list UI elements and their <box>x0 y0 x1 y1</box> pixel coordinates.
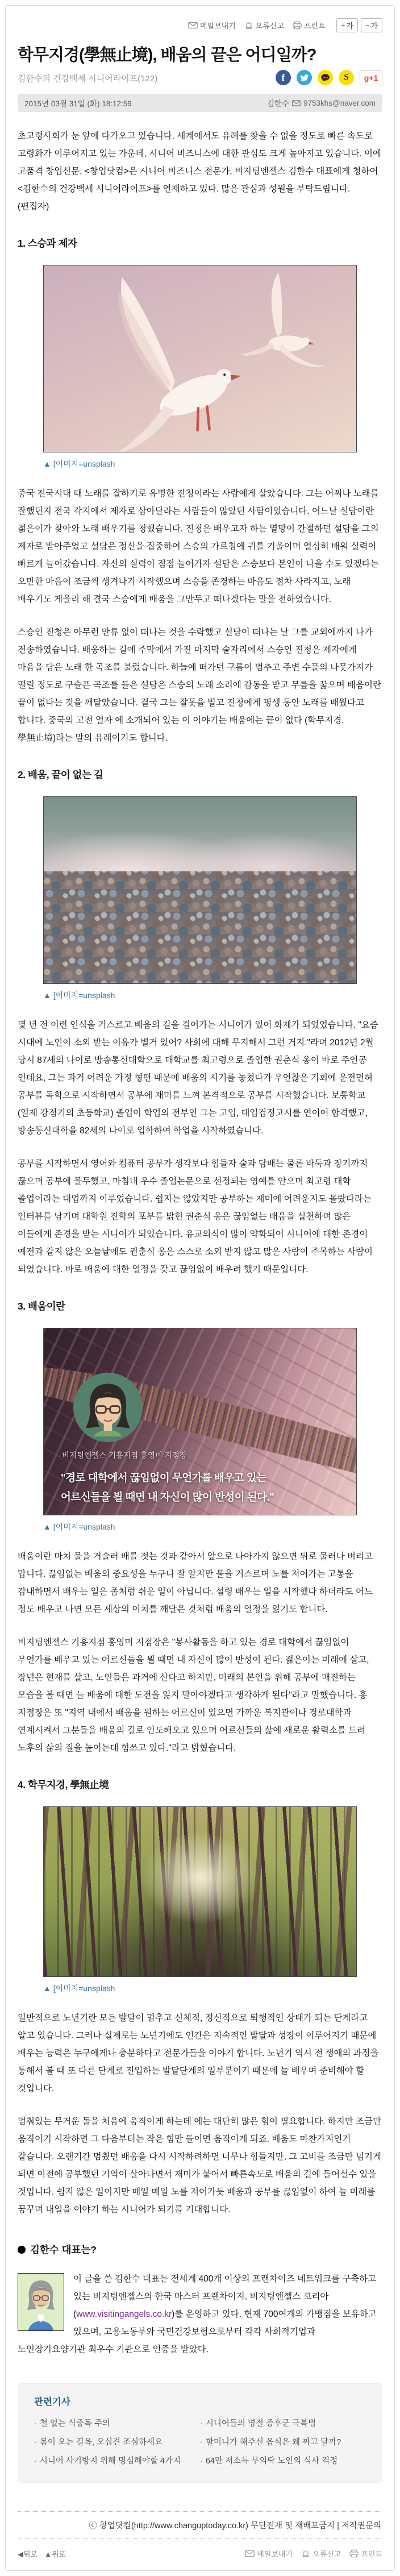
section4-paragraph-1: 일반적으로 노년기란 모든 발달이 멈추고 신체적, 정신적으로 퇴행적인 상태가 되는 단계라고 알고 있습니다. 그러나 실제로는 노년기에도 인간은 지속적인 발달과 성장이 이루어지기 때문에 배우는 능력은 누구에게나 충분하다고 전문가들을 이야기 합니다. 노년기 역시 전 생애의 과정을 통해서 볼 때 또 다른 단계로 진입하는 발달단계의 일부분이기 때문에 늘 배우며 준비해야 할 것입니다. <box>18 2013 379 2094</box>
author-info <box>267 97 376 109</box>
plus-icon: + <box>340 21 345 30</box>
mail-icon <box>188 22 198 29</box>
quote-attribution: 비지팅엔젤스 기흥지점 홍영미 지점장 <box>62 1451 187 1460</box>
intro-paragraph: 초고령사회가 눈 앞에 다가오고 있습니다. 세계에서도 유례를 찾을 수 없을 정도로 빠른 속도로 고령화가 이루어지고 있는 가운데, 시니어 비즈니스에 대한 관심도 크게 높아지고 있습니다. 이에 고품격 창업신문, <창업닷컴>은 시니어 비즈니스 전문가, 비지팅엔젤스 김한수 대표에게 청하여 <김한수의 건강백세 시니어라이프>를 연재하고 있다. 많은 관심과 성원을 부탁드립니다. (편집자) <box>18 131 381 212</box>
image-caption: ▲ [이미지=unsplash <box>43 1522 115 1532</box>
profile-text-after-link: )를 운영하고 있다. 현재 700여개의 가맹점을 보유하고 있으며, 고용노동부와 국민건강보험으로부터 각각 사회적기업과 노인장기요양기관 최우수 기관으로 인증을 받았다. <box>18 2309 377 2355</box>
report-error-button-bottom[interactable] <box>301 2548 341 2559</box>
quote-text <box>61 1468 274 1507</box>
bottom-navigation <box>18 2548 382 2561</box>
series-subtitle: 김한수의 건강백세 시니어라이프(122) <box>18 74 158 84</box>
section1-paragraph-1: 중국 전국시대 때 노래를 잘하기로 유명한 진청이라는 사람에게 살았습니다. 그는 어찌나 노래를 잘했던지 전국 각지에서 제자로 삼아달라는 사람들이 많았던 사람이었습니다. 어느날 설담이란 젊은이가 찾아와 노래 배우기를 청했습니다. 진청은 배우고자 하는 열망이 간절하던 설담을 그의 제자로 받아주었고 설담은 정신을 집중하여 스승의 가르침에 귀를 기울이며 열심히 배워 실력이 빠르게 늘어갔습니다. 자신의 실력이 점점 늘어가자 설담은 스승보다 본인이 나을 수도 있겠다는 오만한 마음이 조금씩 생겨나기 시작했으며 스승을 존경하는 마음도 점차 사라지고, 노래 배우기도 게을리 해 결국 스승에게 배움을 그만두고 떠나겠다는 말을 전하였습니다. <box>18 489 379 605</box>
list-bullet: · <box>34 2457 37 2466</box>
image-caption: ▲ [이미지=unsplash <box>43 459 115 469</box>
printer-icon <box>293 21 302 30</box>
section-heading-4: 4. 학무지경, 學無止境 <box>18 1779 109 1791</box>
related-article-label: 철 없는 식중독 주의 <box>39 2419 110 2429</box>
related-articles-column-1 <box>34 2415 200 2471</box>
siren-icon <box>244 21 253 30</box>
font-size-controls <box>336 18 382 32</box>
related-article-link[interactable] <box>200 2433 366 2452</box>
related-article-link[interactable] <box>34 2415 200 2433</box>
article-body <box>18 127 382 2483</box>
figure-library-quote <box>18 1328 382 1532</box>
section2-paragraph-1: 몇 년 전 이런 인식을 거스르고 배움의 길을 걸어가는 시니어가 있어 화제가 되었었습니다. "요즘 시대에 노인이 소외 받는 이유가 별거 있어? 사회에 대해 무지해서 그런 거지."라며 2012년 2월 당시 87세의 나이로 방송통신대학으로 대학교를 최고령으로 졸업한 권춘식 옹이 바로 주인공 인데요, 그는 과거 어려운 가정 형편 때문에 배움의 시기를 놓쳤다가 우연찮은 기회에 운전면허 공부를 독학으로 시작하면서 공부에 재미를 느껴 본격적으로 공부를 시작했습니다. 보통학교(일제 강점기의 초등학교) 졸업이 학업의 전부인 그는 고입, 대입검정고시를 연이어 합격했고, 방송통신대학을 82세의 나이로 입학하여 학업을 시작하였습니다. <box>18 1020 378 1136</box>
print-button-bottom[interactable] <box>349 2548 382 2559</box>
author-profile-heading <box>18 2242 382 2257</box>
kakaotalk-share-button[interactable] <box>318 70 333 85</box>
report-error-label: 오류신고 <box>312 2550 341 2559</box>
section-heading-1: 1. 스승과 제자 <box>18 238 77 250</box>
list-bullet: · <box>34 2419 37 2429</box>
list-bullet: · <box>34 2438 37 2448</box>
subtitle-row <box>18 70 382 85</box>
back-button[interactable]: ◀뒤로 <box>18 2550 38 2559</box>
pebbles-texture <box>44 866 356 984</box>
pebble-beach-photo <box>43 796 357 984</box>
kakaotalk-icon <box>320 72 331 83</box>
bottom-nav-left <box>18 2548 66 2559</box>
list-bullet: · <box>200 2419 203 2429</box>
related-article-label: 할머니가 해주신 음식은 왜 짜고 달까? <box>205 2438 341 2448</box>
related-article-label: 64만 저소득 무의탁 노인의 식사 걱정 <box>205 2457 338 2466</box>
send-mail-label: 메일보내기 <box>199 22 236 30</box>
publish-date: 2015년 03월 31일 (화) 18:12:59 <box>24 99 132 109</box>
twitter-share-button[interactable] <box>297 70 312 85</box>
visitingangels-link[interactable]: www.visitingangels.co.kr <box>76 2309 172 2320</box>
woman-portrait-illustration <box>73 1373 143 1442</box>
quote-line-2: 어르신들을 뵐 때면 내 자신이 많이 반성이 된다." <box>61 1491 274 1503</box>
font-increase-button[interactable] <box>336 18 358 32</box>
author-email[interactable]: 9753khs@naver.com <box>303 98 376 107</box>
author-photo <box>18 2273 64 2331</box>
author-profile-title: 김한수 대표는? <box>30 2244 97 2256</box>
email-icon <box>292 100 301 106</box>
author-name: 김한수 <box>266 99 289 109</box>
seagulls-illustration <box>44 265 357 452</box>
section2-paragraph-2: 공부를 시작하면서 영어와 컴퓨터 공부가 생각보다 힘들자 술과 담배는 물론 바둑과 장기까지 끊으며 공부에 몰두했고, 마침내 우수 졸업논문으로 선정되는 영예를 안으며 최고령 대학 졸업이라는 대업까지 이루었습니다. 쉽지는 않았지만 공부하는 재미에 어려운지도 몰랐다라는 인터뷰를 남기며 대학원 진학의 포부를 밝힌 권춘식 옹은 끊임없는 배움을 실천하며 많은 이들에게 존경을 받는 시니어가 되었습니다. 유교의식이 많이 약화되어 시니어에 대한 존경이 예전과 같지 않은 오늘날에도 권춘식 옹은 스스로 소외 받지 않고 많은 사람이 주목하는 사람이 되었습니다. 바로 배움에 대한 열정을 갖고 끊임없이 배우려 했기 때문입니다. <box>18 1159 373 1275</box>
related-article-link[interactable] <box>200 2452 366 2471</box>
send-mail-label: 메일보내기 <box>257 2550 293 2559</box>
man-portrait-illustration <box>18 2274 64 2330</box>
twitter-bird-icon <box>300 73 309 82</box>
quote-line-1: "경로 대학에서 끊임없이 무언가를 배우고 있는 <box>61 1472 266 1484</box>
print-label: 프린트 <box>304 22 326 30</box>
related-articles-columns <box>34 2415 366 2471</box>
figure-seagulls <box>18 265 382 470</box>
branch-manager-portrait <box>73 1373 143 1442</box>
sea-foam-texture <box>44 797 356 871</box>
related-article-label: 시니어 사기방지 위해 명심해야할 4가지 <box>39 2457 181 2466</box>
section-heading-3: 3. 배움이란 <box>18 1301 65 1312</box>
article-title: 학무지경(學無止境), 배움의 끝은 어디일까? <box>18 46 316 64</box>
figure-pebbles <box>18 796 382 1001</box>
section3-paragraph-1: 배움이란 마치 물을 거슬러 배를 젓는 것과 같아서 앞으로 나아가지 않으면 뒤로 물러나 버리고 맙니다. 끊임없는 배움의 중요성을 누구나 잘 알지만 물을 거스르며 노를 저어가는 고통을 감내하면서 배우는 일은 좀처럼 쉬운 일이 아닙니다. 설령 배우는 일을 시작했다 하더라도 어느 정도 배우고 나면 모든 세상의 이치를 깨달은 것처럼 배움의 열정을 잃기도 합니다. <box>18 1552 373 1615</box>
facebook-share-button[interactable] <box>276 70 291 85</box>
minus-icon: − <box>365 21 370 30</box>
related-article-label: 봄이 오는 길목, 오십견 조심하세요 <box>39 2438 163 2448</box>
seagulls-photo <box>43 265 357 452</box>
related-article-link[interactable] <box>34 2433 200 2452</box>
list-bullet: · <box>200 2438 203 2448</box>
related-article-link[interactable] <box>200 2415 366 2433</box>
library-quote-photo <box>43 1328 357 1515</box>
svg-text:TALK: TALK <box>322 76 328 79</box>
font-increase-label: 가 <box>346 22 353 30</box>
page-frame <box>5 5 395 2571</box>
profile-text-before-link: 이 글을 쓴 김한수 대표는 전세계 400개 이상의 프랜차이즈 네트워크를 구축하고 있는 비지팅엔젤스의 한국 마스터 프랜차이지, 비지팅엔젤스 코리아 ( <box>73 2274 377 2320</box>
section4-paragraph-2: 멈춰있는 무거운 돌을 처음에 움직이게 하는데 에는 대단히 많은 힘이 필요합니다. 하지만 조금만 움직이기 시작하면 그 다음부터는 작은 힘만 들이면 움직이게 되죠. 배움도 마찬가지인거 같습니다. 오랜기간 멈췄던 배움을 다시 시작하려하면 너무나 힘들지만, 그 고비를 조금만 넘기게 되면 이전에 공부했던 기억이 살아나면서 재미가 붙어서 빠른속도로 배움의 길에 들어설수 있을 것입니다. 쉽지 않은 일이지만 매일 매일 노를 저어가듯 배움과 공부를 끊임없이 하여 늘 미래를 꿈꾸며 내일을 이야기 하는 시니어가 되기를 기대합니다. <box>18 2117 381 2215</box>
font-decrease-label: 가 <box>370 22 378 30</box>
section1-paragraph-2: 스승인 진청은 아무런 만류 없이 떠나는 것을 수락했고 설담이 떠나는 날 그를 교외에까지 나가 전송하였습니다. 배웅하는 길에 주막에서 가진 마지막 술자리에서 스승인 진청은 제자에게 마음을 담은 노래 한 곡조를 불렀습니다. 하늘에 떠가던 구름이 멈추고 주변 수풀의 나뭇가지가 떨릴 정도로 구슬픈 곡조를 들은 설담은 스승의 노래 소리에 감동을 받고 무릎을 꿇으며 배움이란 끝이 없다는 것을 깨달았습니다. 결국 그는 잘못을 빌고 진청에게 평생 동안 노래를 배웠다고 합니다. 중국의 고전 열자 에 소개되어 있는 이 이야기는 배움에는 끝이 없다 (학무지경, 學無止境)라는 말의 유래이기도 합니다. <box>18 628 381 743</box>
print-button[interactable] <box>293 20 326 31</box>
googleplus-share-button[interactable] <box>360 70 382 85</box>
social-share-bar <box>276 70 382 85</box>
author-profile <box>18 2270 382 2358</box>
send-mail-button-bottom[interactable] <box>245 2548 293 2559</box>
copyright-notice: ⓒ 창업닷컴(http://www.changuptoday.co.kr) 무단전재 및 재배포금지 | 저작권문의 <box>18 2511 382 2539</box>
related-articles-box <box>18 2383 382 2483</box>
image-caption: ▲ [이미지=unsplash <box>43 991 115 1000</box>
bullet-icon <box>18 2246 26 2254</box>
googleplus-icon: g+1 <box>364 73 378 82</box>
section-heading-2: 2. 배움, 끝이 없는 길 <box>18 769 103 781</box>
related-article-label: 시니어들의 명절 증후군 극복법 <box>205 2419 316 2429</box>
kakaostory-icon: S <box>344 73 349 82</box>
mail-icon <box>245 2550 255 2557</box>
top-toolbar <box>18 18 382 32</box>
related-articles-column-2 <box>200 2415 366 2471</box>
forest-photo <box>43 1806 357 1977</box>
list-bullet: · <box>200 2457 203 2466</box>
font-decrease-button[interactable] <box>361 18 382 32</box>
section3-paragraph-2: 비지팅엔젤스 기흥지점 홍영미 지점장은 "봉사활동을 하고 있는 경로 대학에서 끊임없이 무언가를 배우고 있는 어르신들을 뵐 때면 내 자신이 많이 반성이 된다. 젊은이는 미래에 살고, 장년은 현재를 살고, 노인들은 과거에 산다고 하지만, 미래의 본인을 위해 공부에 매진하는 모습을 볼 때면 늘 배움에 대한 도전을 잃지 말아야겠다고 생각하게 된다"라고 말했습니다. 홍 지점장은 또 "지역 내에서 배움을 원하는 어르신이 있으면 가까운 복지관이나 경로대학과 연계시켜서 그분들을 배움의 길로 인도해오고 있으며 어르신들의 삶에 새로운 활력소를 드려 노후의 삶의 질을 높이는데 힘쓰고 있다."라고 밝혔습니다. <box>18 1638 369 1754</box>
bottom-nav-right <box>245 2548 382 2559</box>
siren-icon <box>301 2549 310 2558</box>
date-bar <box>18 94 382 112</box>
image-caption: ▲ [이미지=unsplash <box>43 1984 115 1993</box>
printer-icon <box>349 2549 359 2558</box>
facebook-icon: f <box>281 72 285 83</box>
scroll-top-button[interactable]: ▲위로 <box>44 2550 66 2559</box>
kakaostory-share-button[interactable] <box>339 70 354 85</box>
figure-forest <box>18 1806 382 1994</box>
related-article-link[interactable] <box>34 2452 200 2471</box>
send-mail-button[interactable] <box>188 20 236 31</box>
report-error-button[interactable] <box>244 20 284 31</box>
print-label: 프린트 <box>361 2550 382 2559</box>
report-error-label: 오류신고 <box>255 22 284 30</box>
related-articles-title: 관련기사 <box>34 2397 70 2408</box>
